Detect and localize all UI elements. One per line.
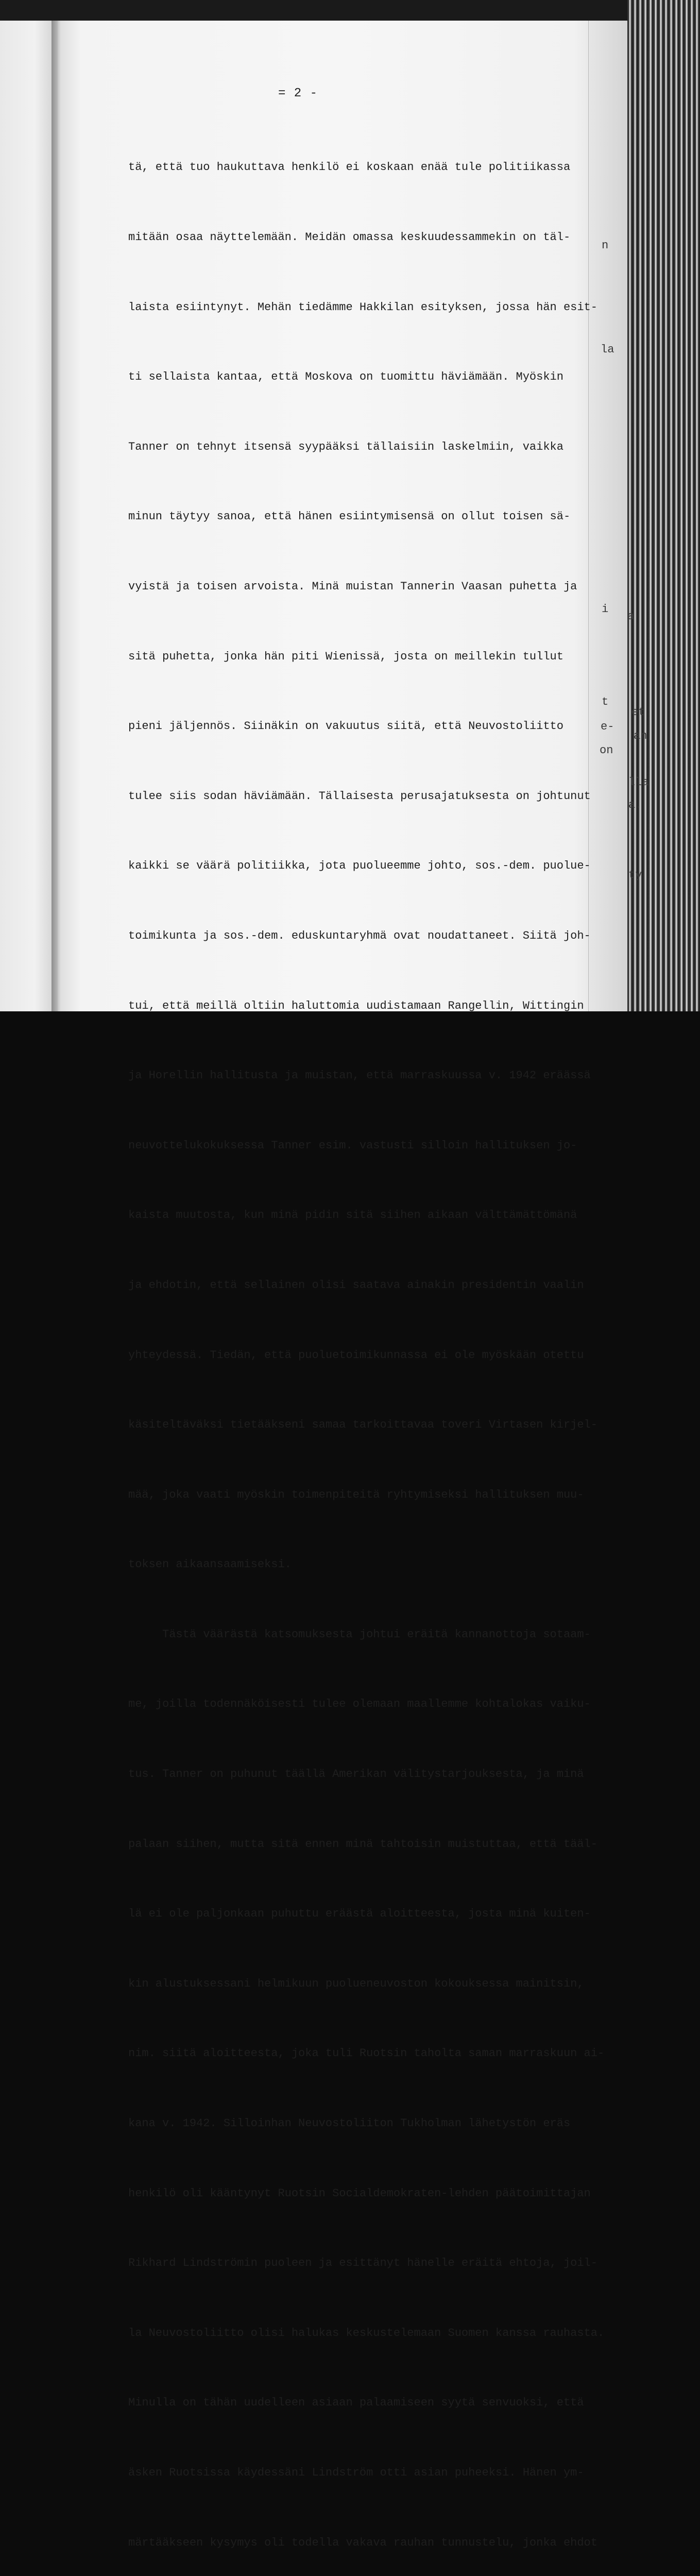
margin-bleed-fragment: on	[600, 744, 613, 757]
margin-bleed-fragment: a	[627, 610, 635, 623]
text-line: kin alustuksessani helmikuun puolueneuvoston kokouksessa mainitsin,	[128, 1977, 584, 1990]
text-line: mitään osaa näyttelemään. Meidän omassa keskuudessammekin on täl-	[128, 231, 571, 244]
text-line: sitä puhetta, jonka hän piti Wienissä, josta on meillekin tullut	[128, 650, 564, 663]
text-line: ja Horellin hallitusta ja muistan, että marraskuussa v. 1942 eräässä	[128, 1069, 591, 1082]
text-line: toksen aikaansaamiseksi.	[128, 1558, 292, 1571]
text-line: tulee siis sodan häviämään. Tällaisesta perusajatuksesta on johtunut	[128, 789, 591, 803]
margin-bleed-fragment: et	[631, 706, 645, 719]
text-line: äsken Ruotsissa käydessäni Lindström otti asian puheeksi. Hänen ym-	[128, 2466, 584, 2479]
text-line: kana v. 1942. Silloinhan Neuvostoliiton Tukholman lähetystön eräs	[128, 2117, 571, 2130]
text-line: me, joilla todennäköisesti tulee olemaan maallemme kohtalokas vaiku-	[128, 1698, 591, 1711]
scanner-top-edge	[0, 0, 700, 23]
text-line: märtääkseen kysymys oli todella vakava rauhan tunnustelu, jonka ehdot	[128, 2536, 597, 2549]
text-line: nim. siitä aloitteesta, joka tuli Ruotsin taholta saman marraskuun ai-	[128, 2047, 605, 2060]
text-line: käsiteltäväksi tietääkseni samaa tarkoittavaa toveri Virtasen kirjel-	[128, 1418, 597, 1432]
text-line: tus. Tanner on puhunut täällä Amerikan välitystarjouksesta, ja minä	[128, 1768, 584, 1781]
text-line: Tanner on tehnyt itsensä syypääksi tällaisiin laskelmiin, vaikka	[128, 440, 564, 453]
margin-bleed-fragment: i	[602, 603, 609, 616]
text-line: palaan siihen, mutta sitä ennen minä tahtoisin muistuttaa, että tääl-	[128, 1837, 597, 1851]
text-line: pieni jäljennös. Siinäkin on vakuutus siitä, että Neuvostoliitto	[128, 720, 564, 733]
text-line: toimikunta ja sos.-dem. eduskuntaryhmä ovat noudattaneet. Siitä joh-	[128, 929, 591, 942]
text-line: henkilö oli kääntynyt Ruotsin Socialdemokraten-lehden päätoimittajan	[128, 2187, 591, 2200]
margin-bleed-fragment: t	[602, 696, 609, 708]
body-text	[128, 109, 607, 2576]
page-number: = 2 -	[278, 87, 318, 100]
text-line: yhteydessä. Tiedän, että puoluetoimikunnassa ei ole myöskään otettu	[128, 1348, 584, 1362]
text-line: lä ei ole paljonkaan puhuttu eräästä aloitteesta, josta minä kuiten-	[128, 1907, 591, 1921]
text-line: Tästä väärästä katsomuksesta johtui eräitä kannanottoja sotaam-	[128, 1628, 591, 1641]
binding-shadow	[52, 21, 61, 1011]
text-line: laista esiintynyt. Mehän tiedämme Hakkilan esityksen, jossa hän esit-	[128, 300, 597, 314]
stacked-page-edges	[627, 0, 700, 1011]
text-line: minun täytyy sanoa, että hänen esiintymisensä on ollut toisen sä-	[128, 510, 571, 523]
left-facing-page	[0, 21, 58, 1011]
margin-bleed-fragment: ty	[628, 869, 642, 882]
text-line: neuvottelukokuksessa Tanner esim. vastusti silloin hallituksen jo-	[128, 1139, 577, 1152]
text-line: kaista muutosta, kun minä pidin sitä siihen aikaan välttämättömänä	[128, 1209, 577, 1222]
margin-bleed-fragment: n	[602, 239, 609, 252]
text-line: ja ehdotin, että sellainen olisi saatava ainakin presidentin vaalin	[128, 1278, 584, 1292]
text-line: kaikki se väärä politiikka, jota puolueemme johto, sos.-dem. puolue-	[128, 859, 591, 873]
margin-bleed-fragment: e-	[601, 720, 614, 733]
margin-bleed-fragment: a.	[628, 799, 642, 811]
text-line: ti sellaista kantaa, että Moskova on tuomittu häviämään. Myöskin	[128, 370, 564, 384]
margin-bleed-fragment: la	[601, 343, 614, 356]
text-line: Rikhard Lindströmin puoleen ja esittänyt hänelle eräitä ehtoja, joil-	[128, 2257, 597, 2270]
text-line: vyistä ja toisen arvoista. Minä muistan Tannerin Vaasan puhetta ja	[128, 580, 577, 593]
margin-bleed-fragment: an	[634, 730, 647, 742]
text-line: mää, joka vaati myöskin toimenpiteitä ryhtymiseksi hallituksen muu-	[128, 1488, 584, 1501]
margin-bleed-fragment: lla	[628, 776, 649, 789]
text-line: Minulla on tähän uudelleen asiaan palaamiseen syytä senvuoksi, että	[128, 2396, 584, 2410]
text-line: tä, että tuo haukuttava henkilö ei koskaan enää tule politiikassa	[128, 161, 571, 174]
text-line: la Neuvostoliitto olisi halukas keskustelemaan Suomen kanssa rauhasta.	[128, 2326, 605, 2340]
text-line: tui, että meillä oltiin haluttomia uudistamaan Rangellin, Wittingin	[128, 999, 584, 1012]
